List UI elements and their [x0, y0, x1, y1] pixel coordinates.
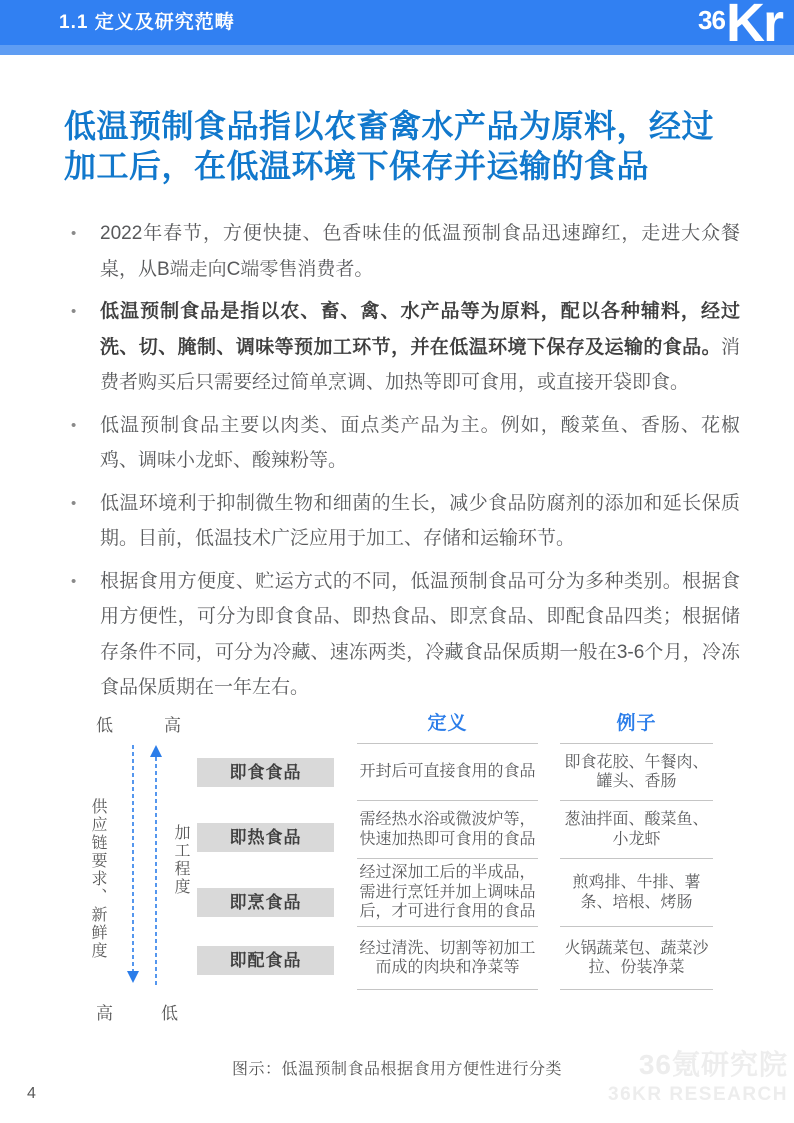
category-box-ready-to-eat: 即食食品 — [197, 758, 334, 787]
page-title-line2: 加工后，在低温环境下保存并运输的食品 — [64, 148, 650, 184]
bullet-text: 2022年春节，方便快捷、色香味佳的低温预制食品迅速蹿红，走进大众餐桌，从B端走向C端零售消费者。 — [100, 223, 740, 280]
bullet-item — [68, 216, 740, 287]
36kr-logo-kr: Kr — [726, 0, 783, 53]
figure-caption: 图示：低温预制食品根据食用方便性进行分类 — [231, 1061, 562, 1078]
examples-column — [560, 704, 713, 990]
header-accent-strip — [0, 45, 794, 55]
bullet-text: 消费者购买后只需要经过简单烹调、加热等即可食用，或直接开袋即食。 — [100, 336, 740, 393]
36kr-logo — [693, 0, 794, 58]
bullet-text: 低温预制食品主要以肉类、面点类产品为主。例如，酸菜鱼、香肠、花椒鸡、调味小龙虾、酸辣粉等。 — [100, 414, 740, 471]
header-bar — [0, 0, 794, 45]
axis-top-right-high: 高 — [164, 716, 181, 735]
bullet-text: 低温环境利于抑制微生物和细菌的生长，减少食品防腐剂的添加和延长保质期。目前，低温技术广泛应用于加工、存储和运输环节。 — [100, 492, 740, 549]
definition-column — [357, 704, 538, 990]
page-number: 4 — [27, 1085, 36, 1102]
definition-cell: 需经热水浴或微波炉等，快速加热即可食用的食品 — [357, 801, 538, 859]
examples-cell: 煎鸡排、牛排、薯条、培根、烤肠 — [560, 859, 713, 927]
supply-chain-axis-label: 供应链要求、新鲜度 — [89, 798, 106, 960]
examples-cell: 即食花胶、午餐肉、罐头、香肠 — [560, 744, 713, 801]
page-title — [64, 106, 760, 186]
bullet-item — [68, 564, 740, 706]
bullet-bold-text: 低温预制食品是指以农、畜、禽、水产品等为原料，配以各种辅料，经过洗、切、腌制、调味等预加工环节，并在低温环境下保存及运输的食品。 — [100, 301, 740, 358]
bullet-item — [68, 294, 740, 401]
page-title-line1: 低温预制食品指以农畜禽水产品为原料，经过 — [64, 108, 715, 144]
processing-degree-axis-label: 加工程度 — [172, 824, 189, 896]
definition-cell: 开封后可直接食用的食品 — [357, 744, 538, 801]
bullet-item — [68, 486, 740, 557]
examples-cell: 火锅蔬菜包、蔬菜沙拉、份装净菜 — [560, 927, 713, 990]
definition-cell: 经过清洗、切割等初加工而成的肉块和净菜等 — [357, 927, 538, 990]
watermark-cn: 36氪研究院 — [638, 1049, 788, 1080]
axis-bottom-left-high: 高 — [96, 1004, 113, 1023]
category-box-ready-to-heat: 即热食品 — [197, 823, 334, 852]
section-title: 1.1 定义及研究范畴 — [59, 12, 235, 33]
down-arrow-icon — [127, 745, 139, 983]
watermark — [560, 1050, 788, 1106]
category-box-ready-to-assemble: 即配食品 — [197, 946, 334, 975]
category-box-ready-to-cook: 即烹食品 — [197, 888, 334, 917]
axis-top-left-low: 低 — [96, 716, 113, 735]
definition-cell: 经过深加工后的半成品，需进行烹饪并加上调味品后，才可进行食用的食品 — [357, 859, 538, 927]
bullet-item — [68, 408, 740, 479]
36kr-logo-number: 36 — [698, 5, 725, 35]
examples-column-header: 例子 — [560, 704, 713, 744]
watermark-en: 36KR RESEARCH — [608, 1083, 788, 1105]
bullet-list — [68, 216, 740, 713]
axis-bottom-right-low: 低 — [161, 1004, 178, 1023]
definition-column-header: 定义 — [357, 704, 538, 744]
bullet-text: 根据食用方便度、贮运方式的不同，低温预制食品可分为多种类别。根据食用方便性，可分为即食食品、即热食品、即烹食品、即配食品四类；根据储存条件不同，可分为冷藏、速冻两类，冷藏食品保质期一般在3-6个月，冷冻食品保质期在一年左右。 — [100, 570, 740, 698]
examples-cell: 葱油拌面、酸菜鱼、小龙虾 — [560, 801, 713, 859]
up-arrow-icon — [150, 745, 162, 987]
axis-arrows — [122, 741, 166, 991]
